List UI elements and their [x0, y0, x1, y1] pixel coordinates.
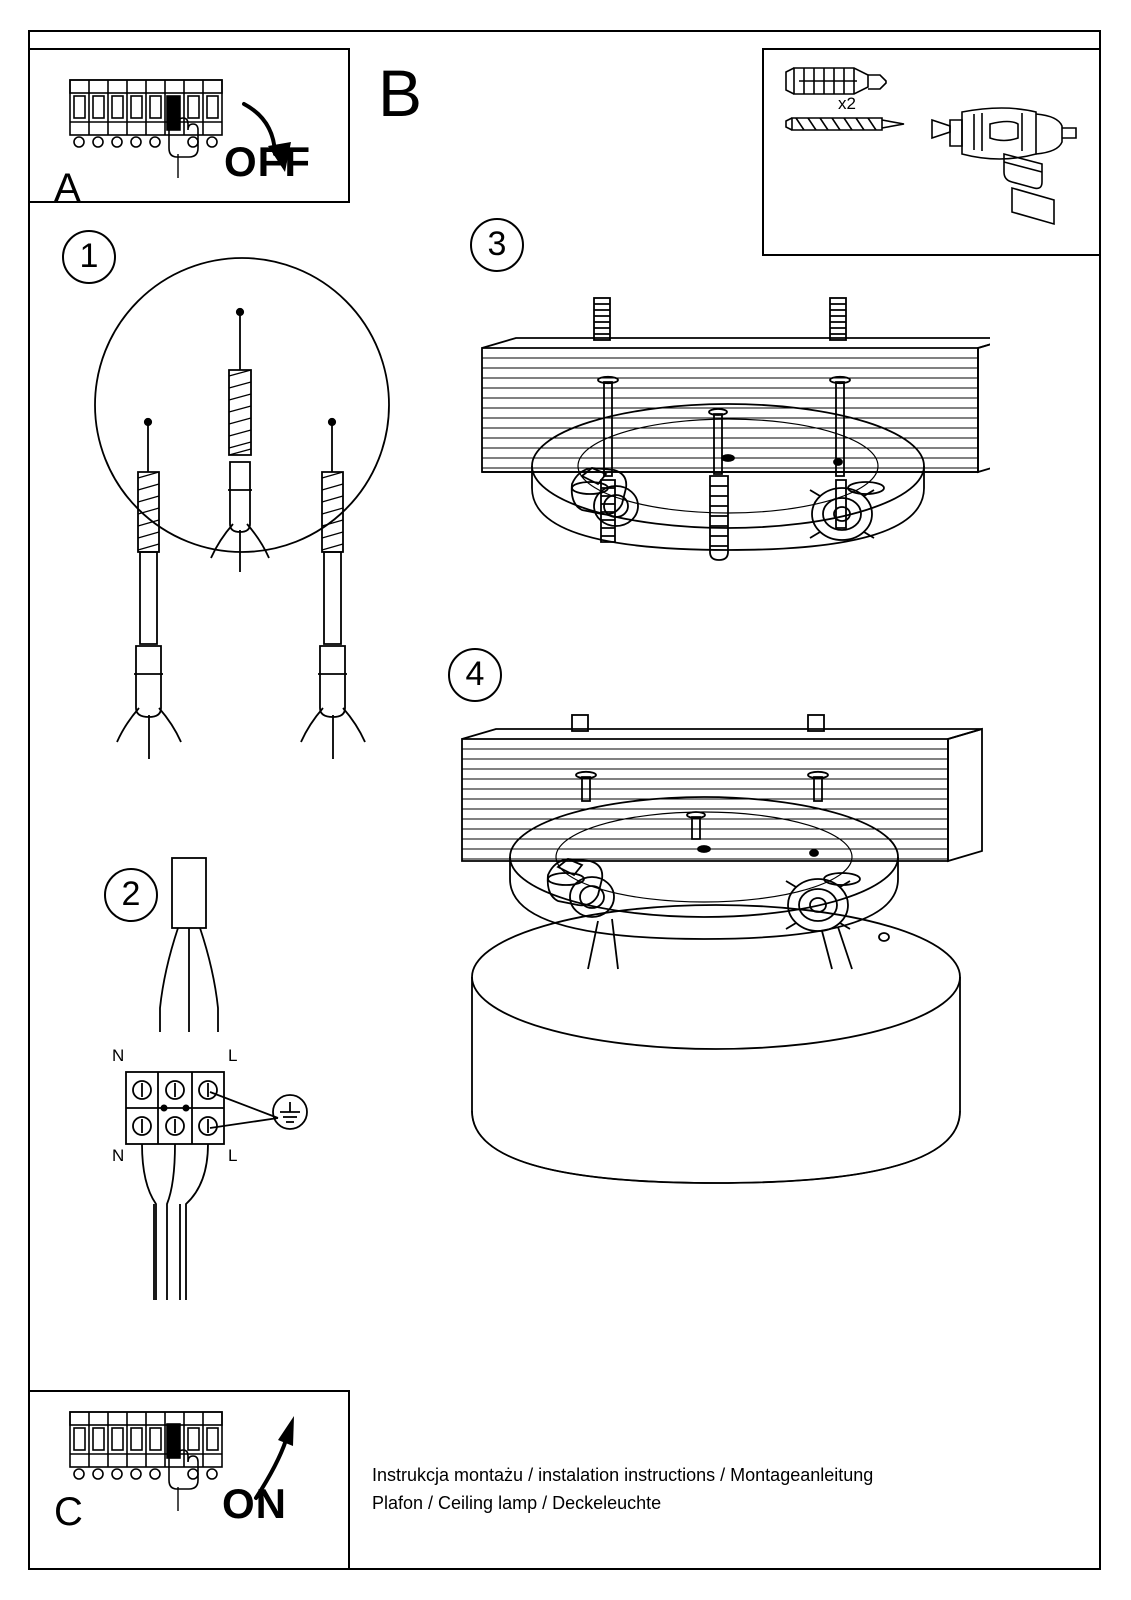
terminal-label-l-bottom: L: [228, 1146, 238, 1165]
panel-letter-c: C: [54, 1490, 83, 1534]
footer-line-2: Plafon / Ceiling lamp / Deckeleuchte: [372, 1492, 662, 1513]
panel-letter-a: A: [54, 166, 81, 210]
panel-tools: [762, 48, 1101, 256]
label-off: OFF: [224, 138, 311, 185]
wall-plug-icon: [786, 68, 886, 94]
terminal-label-l-top: L: [228, 1046, 238, 1065]
power-drill-icon: [932, 108, 1076, 224]
step-number-4: 4: [448, 648, 502, 702]
step-number-2: 2: [104, 868, 158, 922]
circuit-breaker-with-hand-icon: [30, 1392, 348, 1568]
step-number-3: 3: [470, 218, 524, 272]
step-number-1: 1: [62, 230, 116, 284]
terminal-label-n-bottom: N: [112, 1146, 125, 1165]
panel-power-off: [28, 48, 350, 210]
screw-icon: [786, 118, 904, 130]
terminal-label-n-top: N: [112, 1046, 125, 1065]
section-letter-b: B: [378, 56, 423, 130]
step2-illustration: [110, 840, 350, 1330]
footer-text: [372, 1462, 873, 1518]
earth-ground-icon: [273, 1095, 307, 1129]
tool-quantity-label: x2: [838, 94, 856, 113]
panel-power-on: [28, 1390, 350, 1570]
step4-illustration: [448, 705, 988, 1245]
step3-illustration: [470, 280, 990, 640]
footer-line-1: Instrukcja montażu / instalation instructions / Montageanleitung: [372, 1465, 874, 1485]
tools-illustration: [764, 50, 1099, 254]
label-on: ON: [222, 1480, 287, 1527]
step1-illustration: [70, 250, 410, 850]
